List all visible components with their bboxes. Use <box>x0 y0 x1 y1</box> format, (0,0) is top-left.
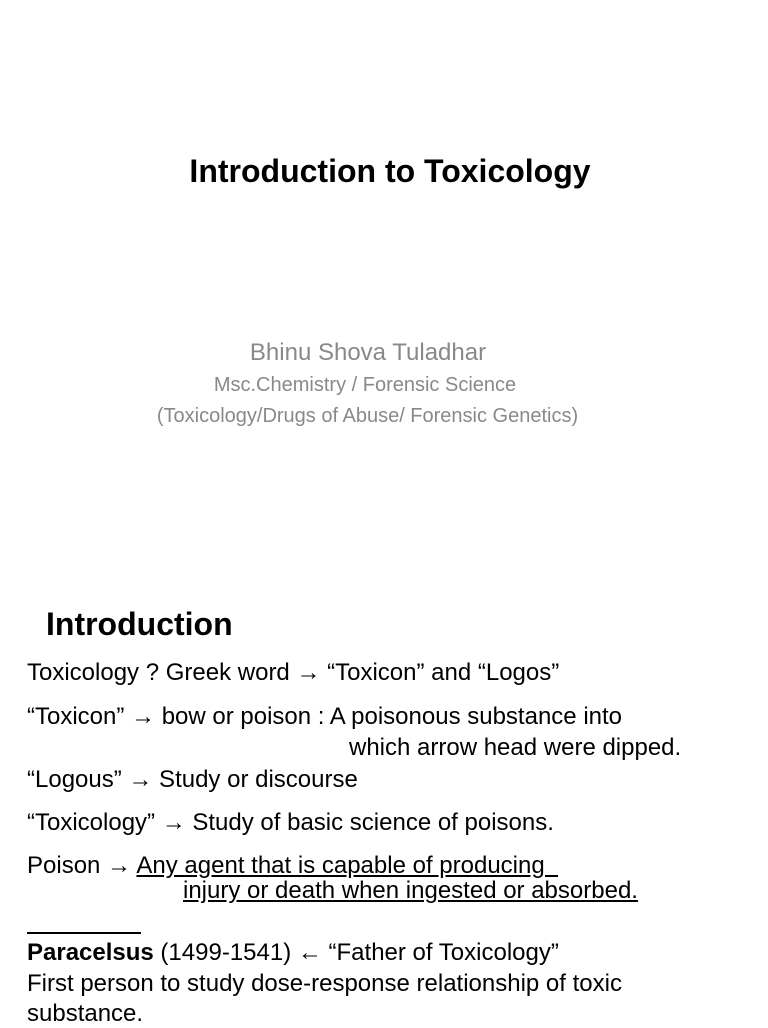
paracelsus-description: First person to study dose-response relationship of toxic <box>27 970 622 997</box>
author-fields: (Toxicology/Drugs of Abuse/ Forensic Genetics) <box>156 405 579 427</box>
poison-prefix: Poison → <box>27 852 137 879</box>
poison-line <box>27 852 558 880</box>
slide-title: Introduction to Toxicology <box>189 153 591 189</box>
paracelsus-description-cont: substance. <box>27 1000 144 1027</box>
paracelsus-line <box>27 939 559 967</box>
intro-heading: Introduction <box>46 606 233 642</box>
footnote-divider <box>27 932 141 934</box>
toxicon-line: “Toxicon” → bow or poison : A poisonous substance into <box>27 703 623 730</box>
paracelsus-dates: (1499-1541) ← “Father of Toxicology” <box>153 939 559 966</box>
paracelsus-name: Paracelsus <box>27 939 154 966</box>
toxicology-definition-line: “Toxicology” → Study of basic science of poisons. <box>27 809 554 836</box>
logous-line: “Logous” → Study or discourse <box>27 766 358 793</box>
author-affiliation: Msc.Chemistry / Forensic Science <box>213 374 517 396</box>
poison-definition-cont: injury or death when ingested or absorbed. <box>183 877 638 904</box>
author-name: Bhinu Shova Tuladhar <box>249 339 487 366</box>
toxicon-line-cont: which arrow head were dipped. <box>349 734 682 761</box>
etymology-line: Toxicology ? Greek word → “Toxicon” and “Logos” <box>27 659 560 686</box>
poison-definition: Any agent that is capable of producing <box>136 852 559 879</box>
